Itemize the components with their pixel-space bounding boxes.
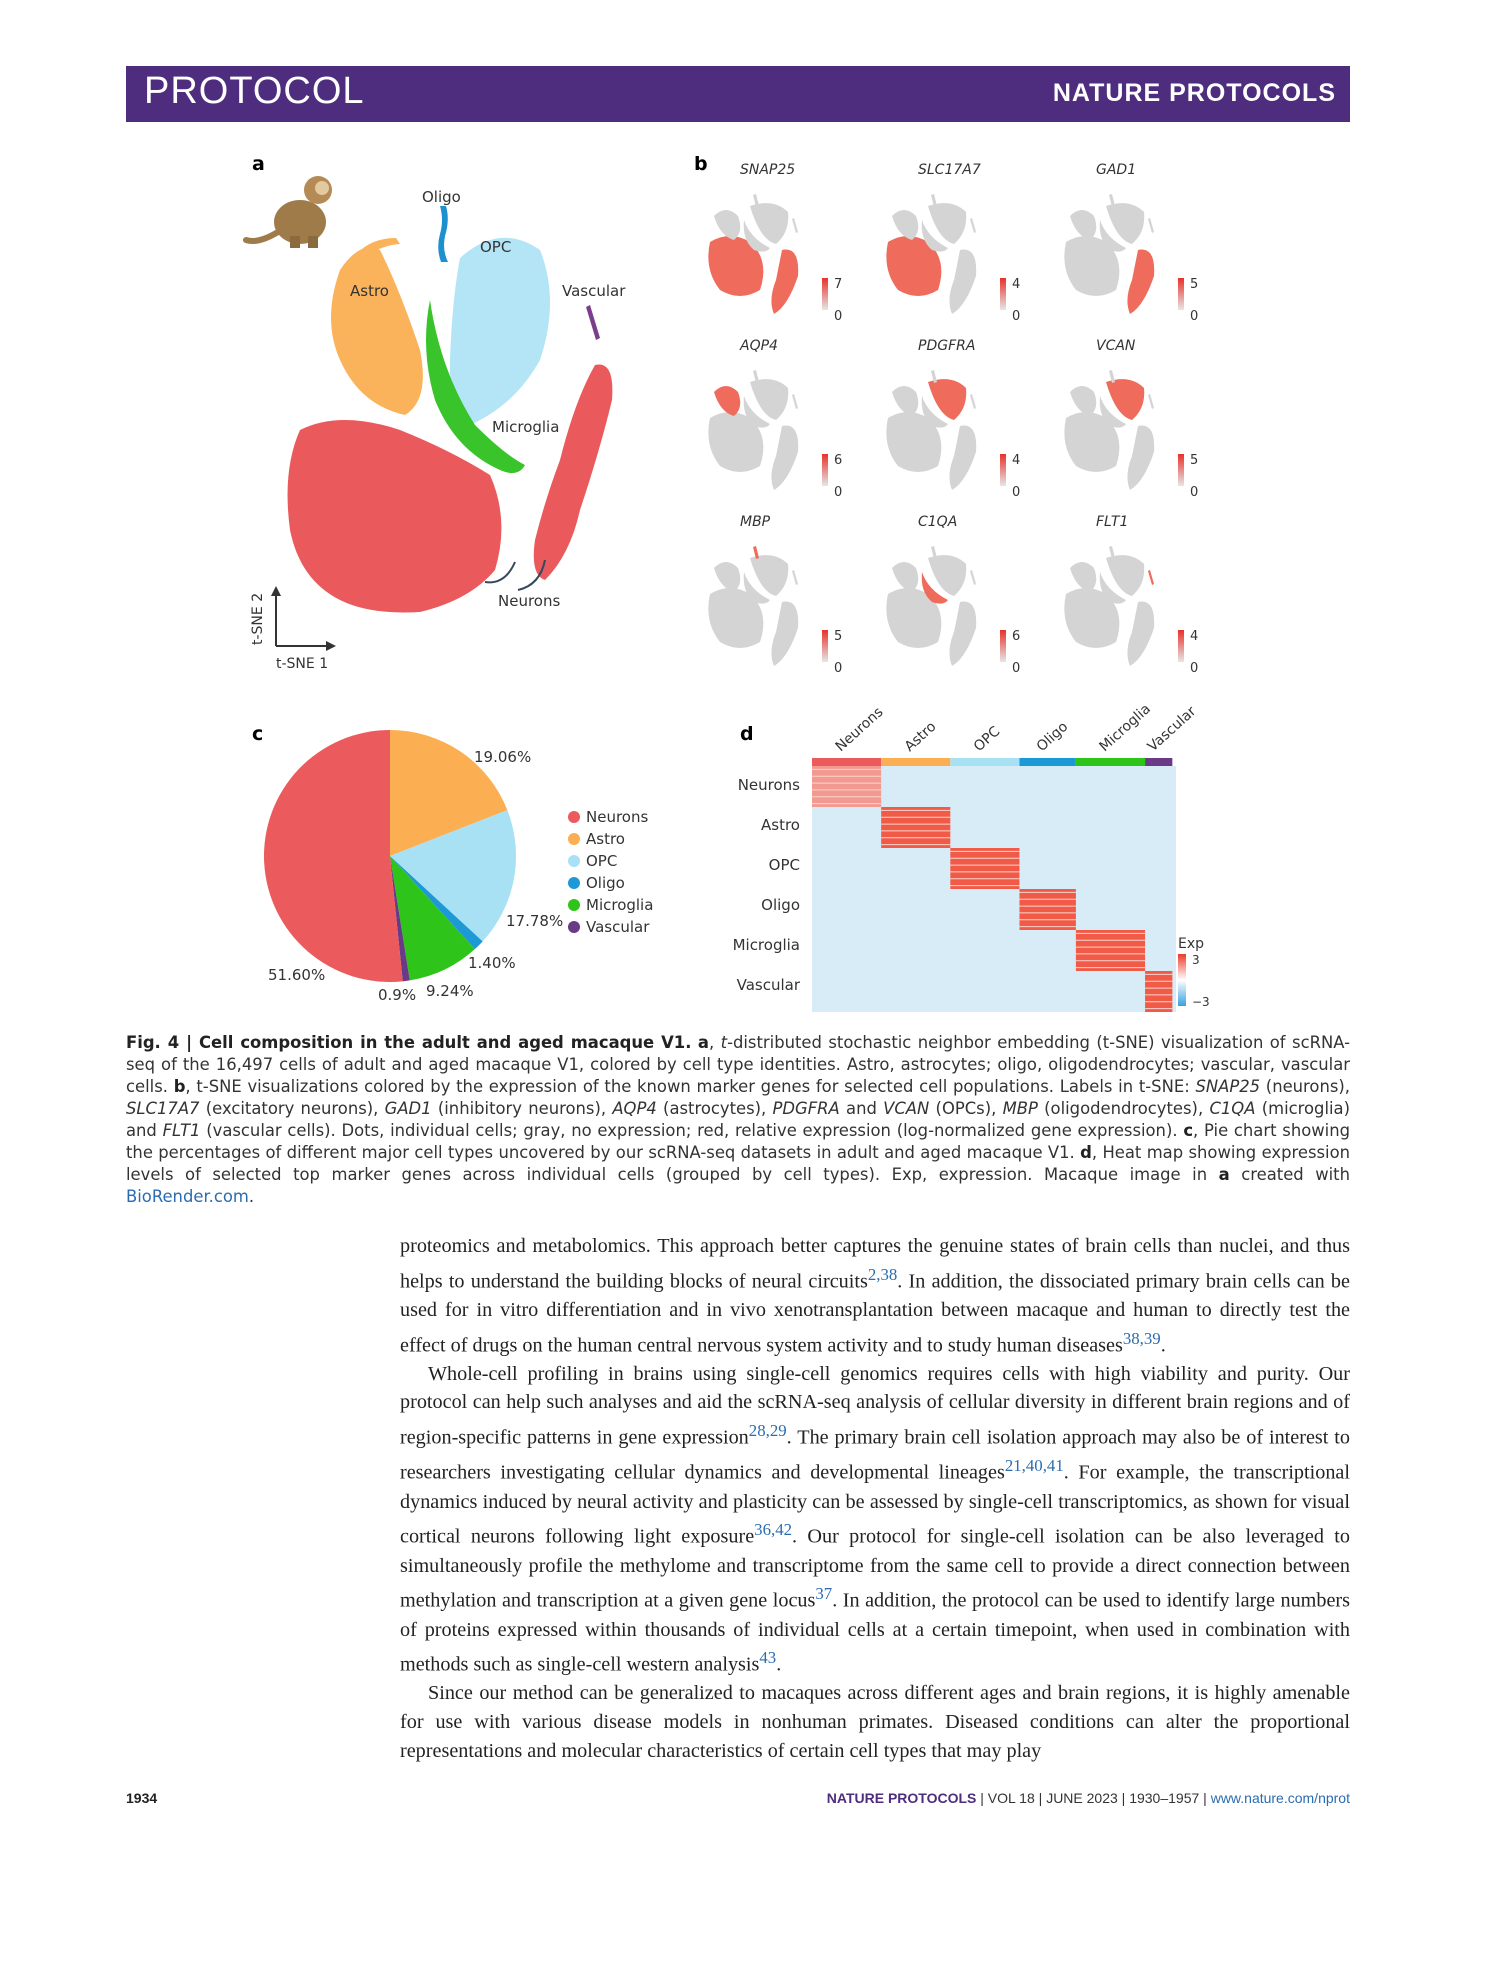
heatmap-column-label: Oligo <box>1033 718 1072 755</box>
marker-colorbar <box>1178 278 1184 310</box>
tsne-label-neurons: Neurons <box>498 592 561 610</box>
heatmap-column-label: Microglia <box>1096 700 1154 755</box>
marker-colorbar-min: 0 <box>834 309 843 324</box>
marker-colorbar-min: 0 <box>1190 485 1199 500</box>
heatmap-block <box>812 766 881 807</box>
legend-label-astro: Astro <box>586 830 625 848</box>
pie-label-opc: 17.78% <box>506 912 564 930</box>
heatmap-column-label: Vascular <box>1144 703 1200 755</box>
pie-label-astro: 19.06% <box>474 748 532 766</box>
tsne-axis-y: t-SNE 2 <box>250 592 266 645</box>
journal-reference: NATURE PROTOCOLS | VOL 18 | JUNE 2023 | 1930–1957 | www.nature.com/nprot <box>826 1790 1350 1806</box>
marker-tsne-mbp <box>708 514 842 676</box>
journal-title: NATURE PROTOCOLS <box>1052 79 1336 107</box>
marker-colorbar <box>822 630 828 662</box>
pie-label-neurons: 51.60% <box>268 966 326 984</box>
marker-cluster-vasc <box>1148 218 1154 233</box>
marker-cluster-vasc <box>1148 394 1154 409</box>
marker-cluster-opc <box>750 379 788 420</box>
marker-cluster-opc <box>750 555 788 596</box>
legend-label-oligo: Oligo <box>586 874 625 892</box>
heatmap-legend-min: −3 <box>1192 995 1210 1009</box>
marker-cluster-vasc <box>1148 570 1154 585</box>
heatmap-block <box>1019 889 1075 930</box>
marker-colorbar-max: 5 <box>1190 453 1199 468</box>
marker-colorbar-min: 0 <box>1190 661 1199 676</box>
marker-colorbar <box>1000 278 1006 310</box>
heatmap-row-label: Microglia <box>732 936 800 954</box>
marker-colorbar-max: 4 <box>1190 629 1199 644</box>
marker-colorbar-min: 0 <box>1190 309 1199 324</box>
heatmap-row-label: Neurons <box>737 776 800 794</box>
marker-tsne-slc17a7 <box>886 162 1020 324</box>
caption-text: a, t-distributed stochastic neighbor embedding (t-SNE) visualization of scRNA-seq of the 16,497 cells of adult and aged macaque V1, colored by cell type identities. Astro, astrocytes; oligo, oligodendrocytes; vascular, vascular cells. b, t-SNE visualizations colored by the expression of the known marker genes for selected cell populations. Labels in t-SNE: SNAP25 (neurons), SLC17A7 (excitatory neurons), GAD1 (inhibitory neurons), AQP4 (astrocytes), PDGFRA and VCAN (OPCs), MBP (oligodendrocytes), C1QA (microglia) and FLT1 (vascular cells). Dots, individual cells; gray, no expression; red, relative expression (log-normalized gene expression). c, Pie chart showing the percentages of different major cell types uncovered by our scRNA-seq datasets in adult and aged macaque V1. d, Heat map showing expression levels of selected top marker genes across individual cells (grouped by cell types). Exp, expression. Macaque image in a created with BioRender.com. <box>126 1033 1350 1206</box>
oligo-cluster <box>438 206 448 262</box>
marker-colorbar <box>1000 454 1006 486</box>
tsne-panel <box>246 176 626 672</box>
footer-url[interactable]: www.nature.com/nprot <box>1210 1790 1350 1806</box>
heatmap-row-label: Oligo <box>761 896 800 914</box>
tsne-label-microglia: Microglia <box>492 418 560 436</box>
marker-cluster-astro <box>1070 210 1096 240</box>
caption-label: Fig. 4 | Cell composition in the adult and aged macaque V1. <box>126 1033 692 1052</box>
panel-label-a: a <box>252 153 265 175</box>
marker-colorbar-max: 6 <box>1012 629 1021 644</box>
heatmap-column-label: Neurons <box>832 704 887 755</box>
vascular-cluster <box>586 305 600 340</box>
marker-cluster-opc <box>928 379 966 420</box>
marker-cluster-neu2 <box>949 602 976 666</box>
footer-date: JUNE 2023 <box>1046 1790 1118 1806</box>
heatmap-column-bar <box>1076 758 1145 766</box>
panel-label-b: b <box>694 153 708 175</box>
marker-tsne-aqp4 <box>708 338 842 500</box>
tsne-label-opc: OPC <box>480 238 512 256</box>
legend-swatch-neurons <box>568 811 580 823</box>
tsne-label-vascular: Vascular <box>562 282 626 300</box>
marker-gene-label: C1QA <box>918 514 958 530</box>
marker-colorbar-max: 6 <box>834 453 843 468</box>
pie-label-microglia: 9.24% <box>426 982 474 1000</box>
marker-cluster-astro <box>892 562 918 592</box>
citation-ref[interactable]: 37 <box>815 1584 833 1604</box>
marker-gene-label: VCAN <box>1096 338 1136 354</box>
citation-ref[interactable]: 2,38 <box>867 1264 898 1284</box>
marker-gene-label: PDGFRA <box>918 338 976 354</box>
heatmap-block <box>950 848 1019 889</box>
marker-colorbar-min: 0 <box>834 661 843 676</box>
marker-cluster-astro <box>714 210 740 240</box>
legend-swatch-oligo <box>568 877 580 889</box>
heatmap-legend-title: Exp <box>1178 936 1205 952</box>
marker-cluster-astro <box>714 562 740 592</box>
marker-cluster-opc <box>1106 379 1144 420</box>
pie-legend <box>568 808 653 936</box>
paragraph: Since our method can be generalized to macaques across different ages and brain regions, it is highly amenable for use with various disease models in nonhuman primates. Diseased conditions can alter the proportional representations and molecular characteristics of certain cell types that may play <box>400 1682 1350 1762</box>
marker-colorbar <box>822 278 828 310</box>
tsne-label-oligo: Oligo <box>422 188 461 206</box>
marker-cluster-neu2 <box>771 426 798 490</box>
marker-gene-label: AQP4 <box>740 338 778 354</box>
heatmap <box>733 701 1200 1012</box>
marker-colorbar-min: 0 <box>1012 309 1021 324</box>
neurons-cluster-side <box>534 364 613 580</box>
footer-pages: 1930–1957 <box>1129 1790 1200 1806</box>
biorender-link[interactable]: BioRender.com <box>126 1187 249 1206</box>
heatmap-row-label: Vascular <box>736 976 800 994</box>
marker-gene-label: MBP <box>740 514 771 530</box>
marker-tsne-flt1 <box>1064 514 1198 676</box>
paragraph: proteomics and metabolomics. This approach better captures the genuine states of brain cells than nuclei, and thus helps to understand the building blocks of neural circuits$^{2,38}$. In addition, the dissociated primary brain cells can be used for in vitro differentiation and in vivo xenotransplantation between macaque and human to directly test the effect of drugs on the human central nervous system activity and to study human diseases$^{38,39}$. <box>400 1235 1350 1357</box>
marker-cluster-vasc <box>970 394 976 409</box>
marker-colorbar <box>1000 630 1006 662</box>
marker-cluster-vasc <box>792 570 798 585</box>
marker-gene-label: SNAP25 <box>740 162 796 178</box>
heatmap-column-bar <box>1019 758 1075 766</box>
marker-gene-label: SLC17A7 <box>918 162 981 178</box>
pie-label-oligo: 1.40% <box>468 954 516 972</box>
legend-swatch-opc <box>568 855 580 867</box>
marker-cluster-vasc <box>792 394 798 409</box>
marker-cluster-opc <box>928 203 966 244</box>
marker-colorbar-max: 4 <box>1012 453 1021 468</box>
figure-caption <box>126 1032 1350 1208</box>
pie-slice-neurons <box>264 730 403 982</box>
pie-chart <box>264 730 563 1004</box>
citation-ref[interactable]: 38,39 <box>1122 1328 1161 1348</box>
marker-cluster-vasc <box>970 218 976 233</box>
marker-cluster-opc <box>928 555 966 596</box>
panel-label-d: d <box>740 723 754 745</box>
marker-colorbar-max: 4 <box>1012 277 1021 292</box>
legend-swatch-vascular <box>568 921 580 933</box>
macaque-illustration <box>246 176 332 248</box>
marker-tsne-grid <box>708 162 1198 676</box>
heatmap-row-label: OPC <box>768 856 800 874</box>
marker-tsne-vcan <box>1064 338 1198 500</box>
legend-label-opc: OPC <box>586 852 618 870</box>
marker-cluster-vasc <box>792 218 798 233</box>
marker-cluster-astro <box>892 210 918 240</box>
tsne-axis-x: t-SNE 1 <box>276 656 329 672</box>
marker-cluster-vasc <box>970 570 976 585</box>
panel-label-c: c <box>252 723 264 745</box>
paragraph: Whole-cell profiling in brains using single-cell genomics requires cells with high viability and purity. Our protocol can help such analyses and aid the scRNA-seq analysis of cellular diversity in different brain regions and of region-specific patterns in gene expression$^{28,29}$. The primary brain cell isolation approach may also be of interest to researchers investigating cellular dynamics and developmental lineages$^{21,40,41}$. For example, the transcriptional dynamics induced by neural activity and plasticity can be assessed by single-cell transcriptomics, as shown for visual cortical neurons following light exposure$^{36,42}$. Our protocol for single-cell isolation can be also leveraged to simultaneously profile the methylome and transcriptome from the same cell to provide a direct connection between methylation and transcription at a given gene locus$^{37}$. In addition, the protocol can be used to identify large numbers of proteins expressed within thousands of individual cells at a certain timepoint, when used in combination with methods such as single-cell western analysis$^{43}$. <box>400 1362 1351 1676</box>
marker-colorbar <box>1178 630 1184 662</box>
citation-ref[interactable]: 43 <box>759 1648 777 1668</box>
heatmap-column-label: OPC <box>970 723 1004 755</box>
citation-ref[interactable]: 21,40,41 <box>1004 1456 1064 1476</box>
heatmap-column-bar <box>1145 758 1172 766</box>
marker-colorbar-min: 0 <box>1012 661 1021 676</box>
marker-cluster-neu2 <box>949 426 976 490</box>
legend-label-vascular: Vascular <box>586 918 650 936</box>
marker-cluster-neu2 <box>1127 250 1154 314</box>
marker-cluster-astro <box>1070 562 1096 592</box>
marker-colorbar-max: 7 <box>834 277 843 292</box>
marker-colorbar-min: 0 <box>1012 485 1021 500</box>
marker-cluster-astro <box>892 386 918 416</box>
marker-tsne-pdgfra <box>886 338 1020 500</box>
marker-tsne-gad1 <box>1064 162 1198 324</box>
heatmap-column-bar <box>812 758 881 766</box>
legend-swatch-microglia <box>568 899 580 911</box>
page-number: 1934 <box>126 1790 158 1806</box>
opc-cluster <box>450 238 550 425</box>
heatmap-column-label: Astro <box>901 718 940 755</box>
marker-cluster-neu2 <box>771 602 798 666</box>
legend-label-neurons: Neurons <box>586 808 649 826</box>
marker-cluster-opc <box>1106 203 1144 244</box>
tsne-label-astro: Astro <box>350 282 389 300</box>
body-text <box>400 1232 1350 1765</box>
marker-gene-label: FLT1 <box>1096 514 1129 530</box>
heatmap-block <box>1145 971 1172 1012</box>
section-title: PROTOCOL <box>144 70 365 112</box>
heatmap-column-bar <box>950 758 1019 766</box>
footer-journal: NATURE PROTOCOLS <box>826 1790 977 1806</box>
citation-ref[interactable]: 36,42 <box>754 1520 793 1540</box>
marker-colorbar <box>822 454 828 486</box>
marker-colorbar-max: 5 <box>834 629 843 644</box>
heatmap-column-bar <box>881 758 950 766</box>
marker-tsne-snap25 <box>708 162 842 324</box>
marker-cluster-opc <box>1106 555 1144 596</box>
marker-cluster-opc <box>750 203 788 244</box>
marker-colorbar-max: 5 <box>1190 277 1199 292</box>
marker-cluster-neu2 <box>1127 602 1154 666</box>
heatmap-block <box>881 807 950 848</box>
marker-cluster-astro <box>1070 386 1096 416</box>
legend-label-microglia: Microglia <box>586 896 654 914</box>
legend-swatch-astro <box>568 833 580 845</box>
heatmap-legend <box>1178 936 1210 1009</box>
marker-colorbar <box>1178 454 1184 486</box>
marker-cluster-neu2 <box>1127 426 1154 490</box>
marker-cluster-neu2 <box>771 250 798 314</box>
citation-ref[interactable]: 28,29 <box>748 1421 787 1441</box>
astro-cluster <box>331 248 423 416</box>
heatmap-block <box>1076 930 1145 971</box>
marker-tsne-c1qa <box>886 514 1020 676</box>
marker-colorbar-min: 0 <box>834 485 843 500</box>
pie-label-vascular: 0.9% <box>378 986 417 1004</box>
marker-cluster-astro <box>714 386 740 416</box>
heatmap-legend-max: 3 <box>1192 953 1200 967</box>
marker-cluster-neu2 <box>949 250 976 314</box>
heatmap-row-label: Astro <box>761 816 800 834</box>
footer-volume: VOL 18 <box>987 1790 1035 1806</box>
marker-gene-label: GAD1 <box>1096 162 1137 178</box>
